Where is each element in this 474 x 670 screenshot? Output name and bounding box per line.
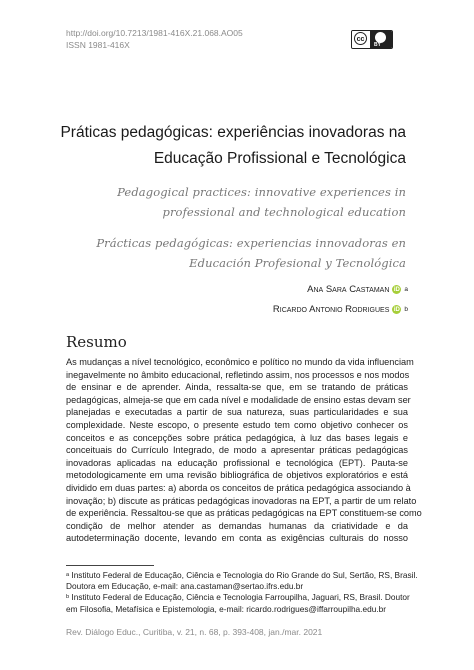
abstract-line: conceitos e as concepções sobre prática pedagógica, à luz das bases legais e xyxy=(66,432,408,443)
journal-citation-footer: Rev. Diálogo Educ., Curitiba, v. 21, n. 68, p. 393-408, jan./mar. 2021 xyxy=(66,627,323,637)
abstract-body xyxy=(66,356,422,545)
abstract-line: As mudanças a nível tecnológico, econômico e político no mundo da vida influenciam xyxy=(66,357,414,367)
abstract-line: autodeterminação docente, levando em conta as exigências culturais do nosso xyxy=(66,533,408,544)
author-affiliation-marker: b xyxy=(404,306,408,313)
english-title-line-1: Pedagogical practices: innovative experiences in xyxy=(117,185,406,199)
abstract-line: inovação; b) discute as práticas pedagógicas inovadoras na EPT, a partir de um relato xyxy=(66,495,417,506)
spanish-title-line-1: Prácticas pedagógicas: experiencias innovadoras en xyxy=(96,236,406,250)
abstract-line: de experiência. Ressaltou-se que as práticas pedagógicas na EPT constituem-se como xyxy=(66,508,422,519)
abstract-line: pedagógicas, almeja-se que em cada nível e modalidade de ensino estas devam ser xyxy=(66,394,411,405)
author-name: Ricardo Antonio Rodrigues xyxy=(272,304,390,315)
orcid-icon[interactable]: iD xyxy=(393,306,400,313)
author-affiliation-marker: a xyxy=(404,286,408,293)
footnotes xyxy=(66,570,416,615)
abstract-line: inegavelmente no âmbito educacional, refletindo assim, nos processos e nos modos xyxy=(66,369,410,380)
footnote-line: ᵃ Instituto Federal de Educação, Ciência e Tecnologia do Rio Grande do Sul, Sertão, RS, Brasil. xyxy=(66,570,418,580)
orcid-icon[interactable]: iD xyxy=(393,286,400,293)
doi-link[interactable]: http://doi.org/10.7213/1981-416X.21.068.AO05 xyxy=(66,28,243,38)
author-1 xyxy=(307,284,408,295)
author-2 xyxy=(273,304,408,315)
abstract-line: de ensinar e de aprender. Ainda, ressalta-se que, em se tratando de práticas xyxy=(66,382,408,393)
footnote-divider xyxy=(66,565,154,566)
abstract-line: complexidade. Neste escopo, o presente estudo tem como objetivo conhecer os xyxy=(66,419,408,430)
article-meta xyxy=(66,27,243,51)
cc-icon: cc xyxy=(354,32,367,45)
abstract-line: condição de melhor atender as demandas humanas da criatividade e da xyxy=(66,520,408,531)
abstract-heading: Resumo xyxy=(66,333,127,351)
abstract-line: inovadoras aplicadas na educação profissional e tecnológica (EPT). Pauta-se xyxy=(66,457,408,468)
cc-by-license-badge[interactable] xyxy=(351,30,393,49)
english-title-line-2: professional and technological education xyxy=(162,205,406,219)
spanish-title-line-2: Educación Profesional y Tecnológica xyxy=(189,256,406,270)
article-title-line-2: Educação Profissional e Tecnológica xyxy=(153,150,406,167)
footnote-line: em Filosofia, Metafísica e Epistemologia, e-mail: ricardo.rodrigues@iffarroupilha.edu.br xyxy=(66,603,387,614)
abstract-line: planejadas e executadas a partir de sua natureza, suas particularidades e sua xyxy=(66,407,408,418)
by-label: BY xyxy=(374,42,381,48)
abstract-line: metodologicamente em uma revisão bibliográfica de objetivos exploratórios e está xyxy=(66,470,408,481)
issn: ISSN 1981-416X xyxy=(66,40,130,50)
footnote-line: Doutora em Educação, e-mail: ana.castaman@sertao.ifrs.edu.br xyxy=(66,581,304,592)
author-name: Ana Sara Castaman xyxy=(307,284,390,295)
abstract-line: dividido em duas partes: a) aborda os conceitos de prática pedagógica associando à xyxy=(66,482,411,493)
footnote-line: ᵇ Instituto Federal de Educação, Ciência e Tecnologia Farroupilha, Jaguari, RS, Brasil. Doutor xyxy=(66,592,410,603)
article-title-line-1: Práticas pedagógicas: experiências inovadoras na xyxy=(60,124,406,141)
abstract-line: conceituais do Currículo Integrado, de modo a apresentar práticas pedagógicas xyxy=(66,445,408,456)
